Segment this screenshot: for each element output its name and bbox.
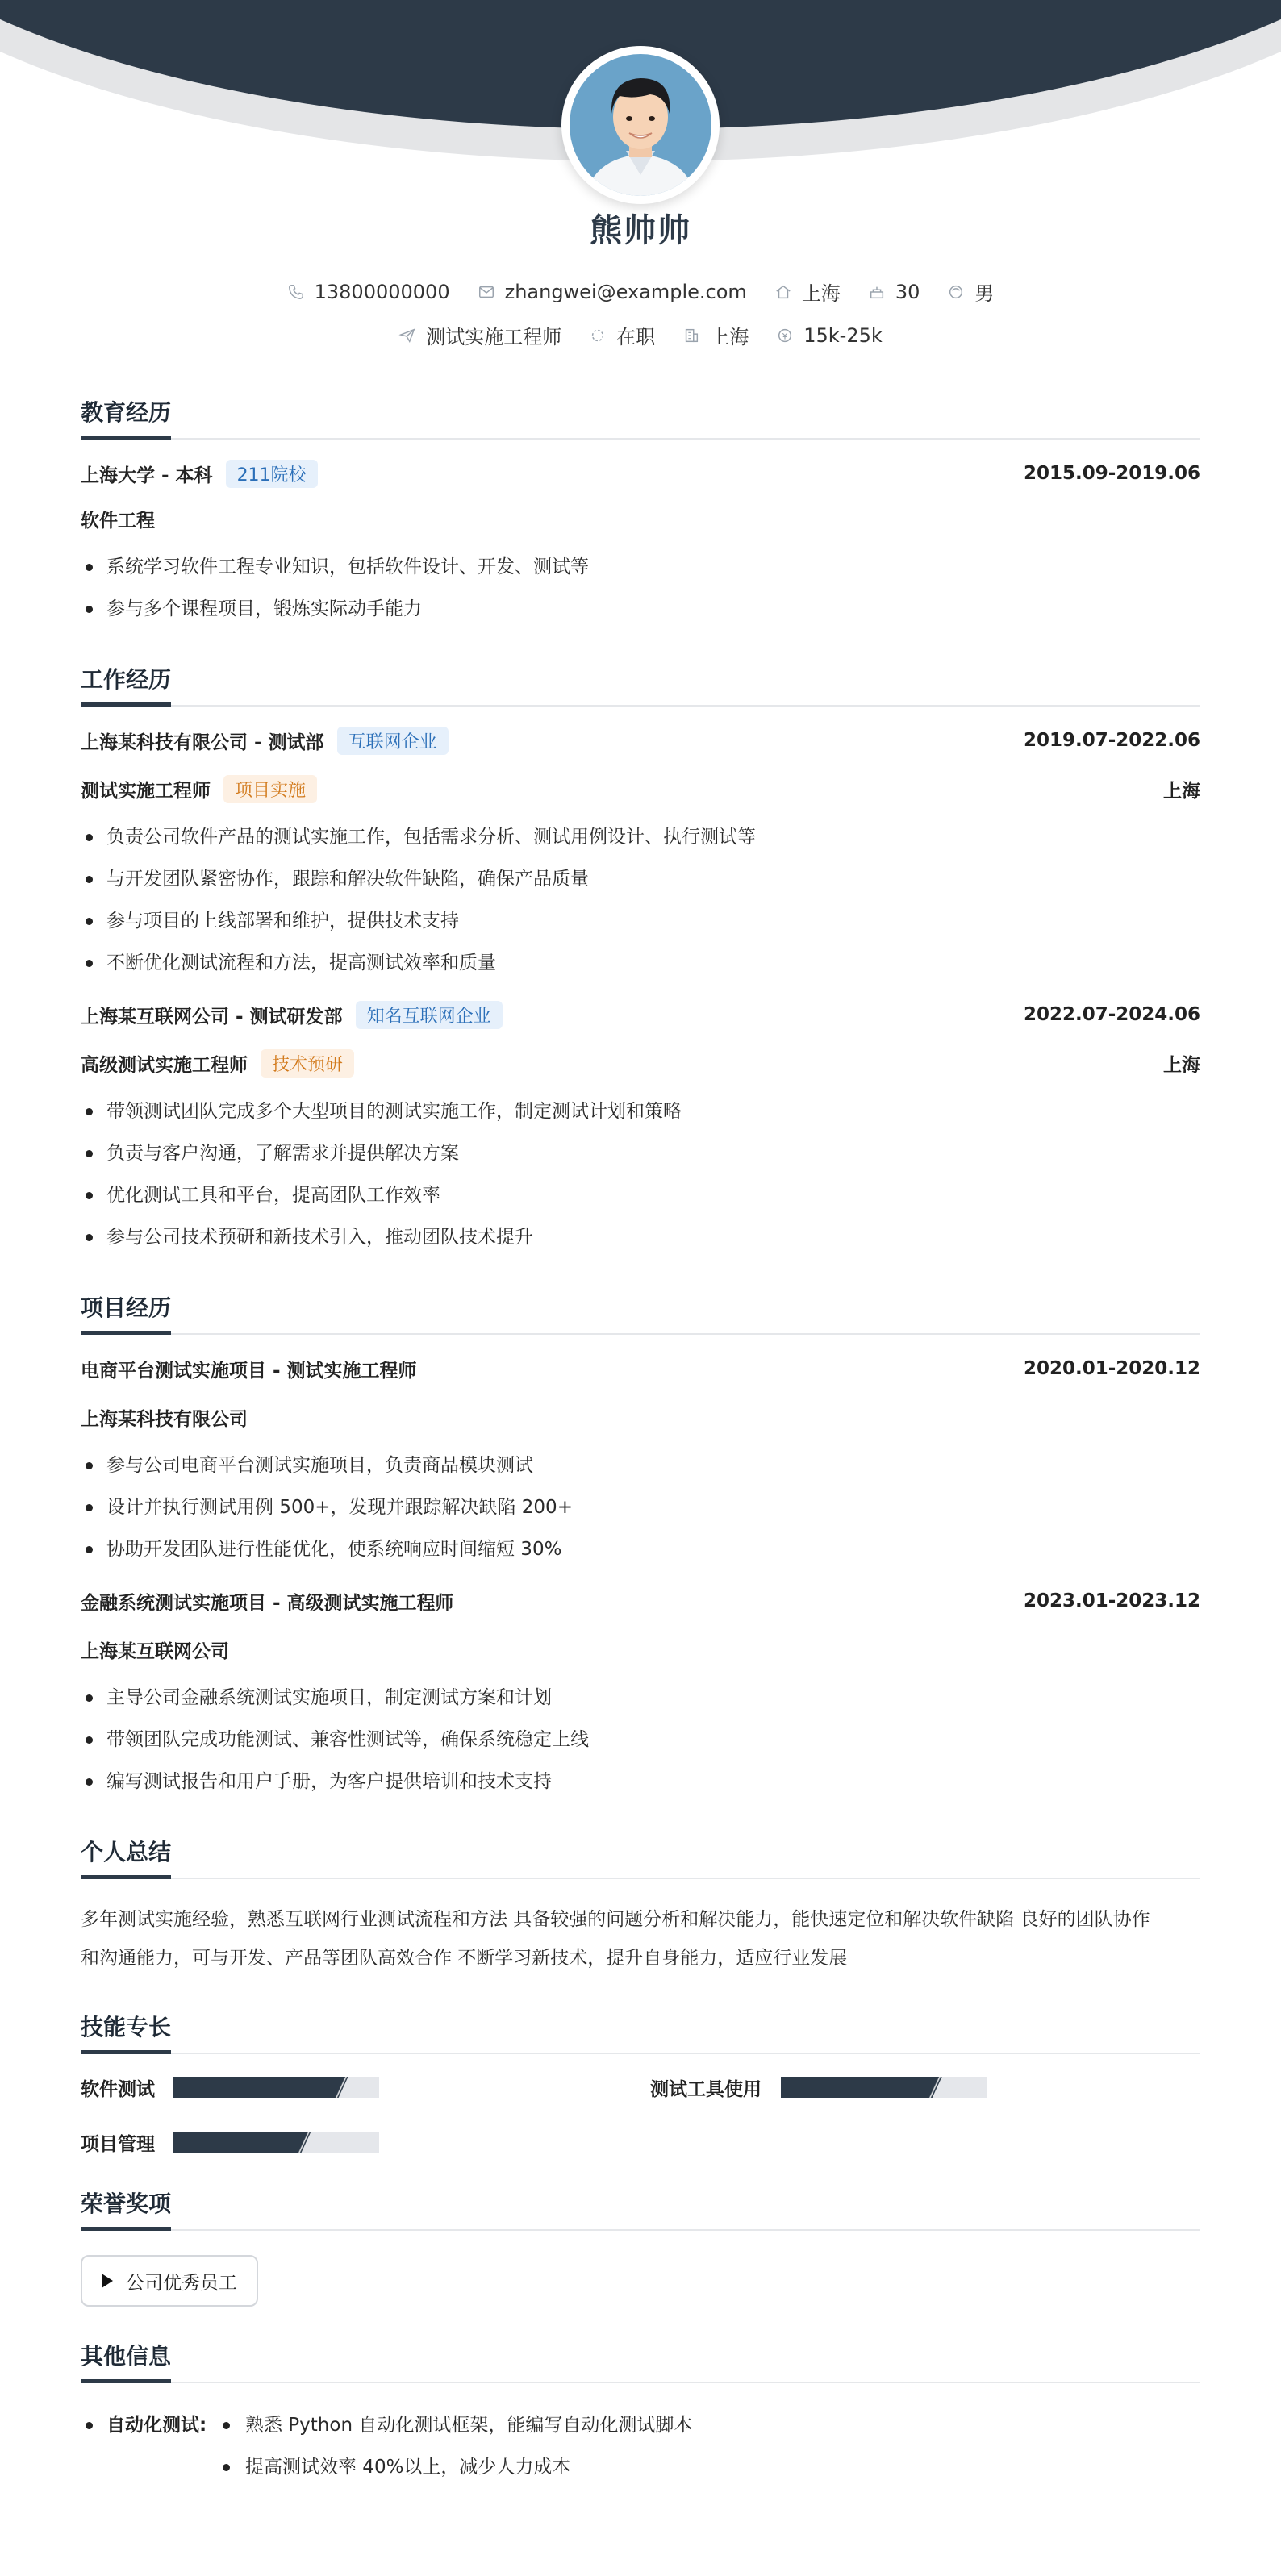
phone-text: 13800000000: [314, 280, 450, 303]
skill-label: 测试工具使用: [650, 2078, 762, 2100]
skill-label: 项目管理: [81, 2133, 155, 2155]
work-date: 2019.07-2022.06: [1023, 730, 1200, 751]
resume-content: [81, 395, 1200, 2520]
phone-item: [287, 281, 450, 303]
project-entry: [81, 1353, 1200, 1570]
section-title-skills: 技能专长: [81, 2010, 1200, 2054]
phone-icon: [287, 283, 305, 301]
project-date: 2020.01-2020.12: [1023, 1358, 1200, 1379]
company-name: 上海某科技有限公司 - 测试部: [81, 732, 324, 753]
education-bullets: [81, 546, 1200, 630]
skill-bar: [781, 2077, 987, 2098]
award-item[interactable]: [81, 2255, 258, 2307]
salary-icon: [776, 327, 794, 344]
other-info: [81, 2401, 1200, 2488]
building-icon: [682, 327, 700, 344]
salary-item: [776, 324, 883, 347]
contact-row: [0, 277, 1281, 306]
list-item: 设计并执行测试用例 500+，发现并跟踪解决缺陷 200+: [81, 1486, 1200, 1528]
project-date: 2023.01-2023.12: [1023, 1590, 1200, 1611]
list-item: 熟悉 Python 自动化测试框架，能编写自动化测试脚本: [219, 2404, 692, 2446]
city-item: [682, 321, 749, 349]
list-item: 参与多个课程项目，锻炼实际动手能力: [81, 588, 1200, 630]
project-title: 金融系统测试实施项目 - 高级测试实施工程师: [81, 1592, 454, 1614]
company-tag: 知名互联网企业: [356, 1001, 503, 1029]
list-item: 提高测试效率 40%以上，减少人力成本: [219, 2446, 692, 2488]
other-section: [81, 2339, 1200, 2488]
skills-section: [81, 2010, 1200, 2154]
job-intent-row: [0, 321, 1281, 349]
skill-item: [650, 2075, 1200, 2099]
list-item: 负责公司软件产品的测试实施工作，包括需求分析、测试用例设计、执行测试等: [81, 816, 1200, 858]
education-section: [81, 395, 1200, 630]
candidate-name: 熊帅帅: [590, 212, 691, 249]
email-item: [478, 281, 747, 303]
list-item: 带领测试团队完成多个大型项目的测试实施工作，制定测试计划和策略: [81, 1090, 1200, 1132]
list-item: 主导公司金融系统测试实施项目，制定测试方案和计划: [81, 1677, 1200, 1719]
skill-bar-fill: [781, 2077, 942, 2098]
major-name: 软件工程: [81, 510, 155, 531]
project-company: 上海某互联网公司: [81, 1640, 229, 1662]
email-text: zhangwei@example.com: [504, 280, 747, 303]
summary-line: 和沟通能力，可与开发、产品等团队高效合作 不断学习新技术，提升自身能力，适应行业发展: [81, 1948, 848, 1969]
role-tag: 技术预研: [261, 1049, 354, 1078]
skill-bar-fill: [173, 2077, 348, 2098]
work-section: [81, 662, 1200, 1258]
project-bullets: [81, 1444, 1200, 1570]
list-item: 参与公司电商平台测试实施项目，负责商品模块测试: [81, 1444, 1200, 1486]
age-item: [868, 281, 920, 303]
status-text: 在职: [616, 326, 656, 348]
role-name: 高级测试实施工程师: [81, 1054, 248, 1076]
other-info-values: [219, 2404, 692, 2488]
section-title-awards: 荣誉奖项: [81, 2186, 1200, 2231]
list-item: 参与公司技术预研和新技术引入，推动团队技术提升: [81, 1216, 1200, 1258]
mail-icon: [478, 283, 495, 301]
play-icon: [102, 2274, 113, 2288]
project-entry: [81, 1585, 1200, 1803]
section-title-projects: 项目经历: [81, 1290, 1200, 1335]
list-item: 编写测试报告和用户手册，为客户提供培训和技术支持: [81, 1761, 1200, 1803]
avatar: [561, 46, 720, 204]
role-name: 测试实施工程师: [81, 780, 211, 802]
other-info-key: 自动化测试:: [106, 2415, 207, 2436]
skill-item: [81, 2075, 650, 2099]
school-tag: 211院校: [226, 460, 318, 488]
status-item: [589, 321, 655, 349]
avatar-photo: [570, 54, 711, 196]
list-item: 与开发团队紧密协作，跟踪和解决软件缺陷，确保产品质量: [81, 858, 1200, 900]
list-item: 带领团队完成功能测试、兼容性测试等，确保系统稳定上线: [81, 1719, 1200, 1761]
send-icon: [398, 327, 416, 344]
summary-text: [81, 1897, 1200, 1978]
role-tag: 项目实施: [223, 775, 317, 803]
list-item: 优化测试工具和平台，提高团队工作效率: [81, 1174, 1200, 1216]
home-icon: [774, 283, 792, 301]
project-company: 上海某科技有限公司: [81, 1408, 248, 1430]
gender-text: 男: [974, 282, 995, 305]
list-item: 系统学习软件工程专业知识，包括软件设计、开发、测试等: [81, 546, 1200, 588]
list-item: 负责与客户沟通，了解需求并提供解决方案: [81, 1132, 1200, 1174]
age-icon: [868, 283, 886, 301]
project-title: 电商平台测试实施项目 - 测试实施工程师: [81, 1360, 417, 1382]
section-title-education: 教育经历: [81, 395, 1200, 440]
list-item: 参与项目的上线部署和维护，提供技术支持: [81, 900, 1200, 942]
project-section: [81, 1290, 1200, 1803]
section-title-summary: 个人总结: [81, 1835, 1200, 1879]
position-text: 测试实施工程师: [426, 326, 562, 348]
work-entry: [81, 998, 1200, 1258]
status-icon: [589, 327, 607, 344]
skill-bar: [173, 2132, 379, 2153]
skill-label: 软件测试: [81, 2078, 155, 2100]
company-tag: 互联网企业: [337, 727, 449, 755]
section-title-other: 其他信息: [81, 2339, 1200, 2383]
location-item: [774, 277, 841, 306]
position-item: [398, 321, 561, 349]
school-name: 上海大学 - 本科: [81, 465, 213, 486]
summary-line: 多年测试实施经验，熟悉互联网行业测试流程和方法 具备较强的问题分析和解决能力，能快速定位和解决软件缺陷 良好的团队协作: [81, 1909, 1150, 1930]
awards-section: [81, 2186, 1200, 2307]
work-city: 上海: [1163, 1054, 1200, 1076]
summary-section: [81, 1835, 1200, 1978]
work-bullets: [81, 816, 1200, 984]
section-title-work: 工作经历: [81, 662, 1200, 707]
skill-bar-fill: [173, 2132, 311, 2153]
age-text: 30: [895, 280, 920, 303]
salary-text: 15k-25k: [803, 323, 883, 347]
list-item: 协助开发团队进行性能优化，使系统响应时间缩短 30%: [81, 1528, 1200, 1570]
gender-icon: [947, 283, 965, 301]
skills-grid: [81, 2072, 1200, 2154]
skill-item: [81, 2130, 650, 2154]
education-date: 2015.09-2019.06: [1023, 463, 1200, 484]
work-entry: [81, 724, 1200, 984]
city-text: 上海: [710, 326, 749, 348]
work-bullets: [81, 1090, 1200, 1258]
gender-item: [947, 277, 994, 306]
education-entry: [81, 457, 1200, 630]
skill-bar: [173, 2077, 379, 2098]
company-name: 上海某互联网公司 - 测试研发部: [81, 1006, 343, 1027]
work-date: 2022.07-2024.06: [1023, 1004, 1200, 1025]
award-label: 公司优秀员工: [126, 2272, 237, 2294]
list-item: 不断优化测试流程和方法，提高测试效率和质量: [81, 942, 1200, 984]
project-bullets: [81, 1677, 1200, 1803]
work-city: 上海: [1163, 780, 1200, 802]
other-info-row: [81, 2404, 1200, 2488]
location-text: 上海: [801, 282, 841, 305]
